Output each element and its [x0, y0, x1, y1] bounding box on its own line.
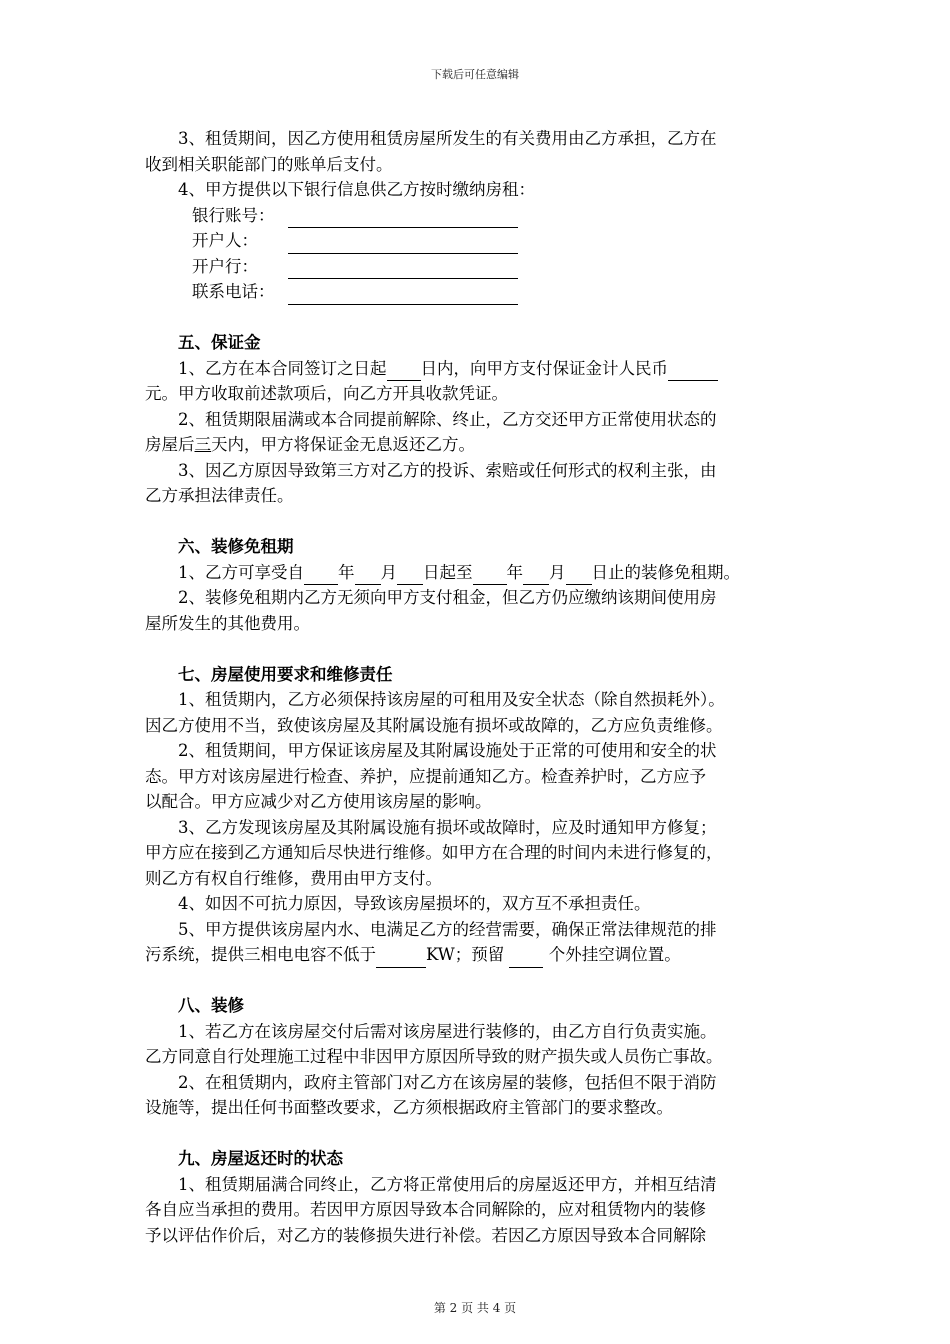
paragraph: 予以评估作价后，对乙方的装修损失进行补偿。若因乙方原因导致本合同解除 — [145, 1225, 706, 1245]
paragraph: 房屋后三天内，甲方将保证金无息返还乙方。 — [145, 435, 475, 454]
section-title: 七、房屋使用要求和维修责任 — [178, 664, 393, 684]
contract-body — [145, 126, 807, 1248]
section-title: 九、房屋返还时的状态 — [178, 1149, 343, 1168]
paragraph: 2、在租赁期内，政府主管部门对乙方在该房屋的装修，包括但不限于消防 — [178, 1072, 717, 1092]
paragraph: 2、装修免租期内乙方无须向甲方支付租金，但乙方仍应缴纳该期间使用房 — [178, 588, 717, 607]
paragraph: 5、甲方提供该房屋内水、电满足乙方的经营需要，确保正常法律规范的排 — [178, 919, 717, 939]
paragraph: 3、因乙方原因导致第三方对乙方的投诉、索赔或任何形式的权利主张，由 — [178, 460, 717, 480]
section-title: 八、装修 — [178, 996, 244, 1015]
paragraph: 2、租赁期间，甲方保证该房屋及其附属设施处于正常的可使用和安全的状 — [178, 741, 717, 760]
bank-account-row: 银行账号： — [145, 203, 807, 229]
paragraph: 屋所发生的其他费用。 — [145, 613, 310, 633]
section-title: 五、保证金 — [178, 333, 261, 352]
bank-branch-row: 开户行： — [145, 254, 807, 280]
account-holder-row: 开户人： — [145, 228, 807, 254]
contact-phone-row: 联系电话： — [145, 279, 807, 305]
page-footer: 第 2 页 共 4 页 — [433, 1301, 517, 1315]
paragraph: 4、甲方提供以下银行信息供乙方按时缴纳房租： — [178, 180, 535, 199]
section-title: 六、装修免租期 — [178, 537, 294, 556]
paragraph: 设施等，提出任何书面整改要求，乙方须根据政府主管部门的要求整改。 — [145, 1098, 673, 1117]
blank-line — [288, 208, 518, 228]
page-header: 下载后可任意编辑 — [431, 68, 519, 81]
paragraph: 因乙方使用不当，致使该房屋及其附属设施有损坏或故障的，乙方应负责维修。 — [145, 715, 723, 735]
paragraph: 1、租赁期届满合同终止，乙方将正常使用后的房屋返还甲方，并相互结清 — [178, 1174, 717, 1194]
blank-line — [288, 285, 518, 305]
paragraph: 1、租赁期内，乙方必须保持该房屋的可租用及安全状态（除自然损耗外）。 — [178, 690, 725, 709]
paragraph: 1、乙方可享受自 年 月 日起至 年 月 日止的装修免租期。 — [145, 560, 807, 586]
paragraph: 3、乙方发现该房屋及其附属设施有损坏或故障时，应及时通知甲方修复； — [178, 817, 717, 837]
paragraph: 乙方承担法律责任。 — [145, 486, 294, 505]
paragraph: 则乙方有权自行维修，费用由甲方支付。 — [145, 868, 442, 888]
blank-line — [288, 234, 518, 254]
blank-line — [288, 259, 518, 279]
paragraph: 各自应当承担的费用。若因甲方原因导致本合同解除的，应对租赁物内的装修 — [145, 1200, 706, 1219]
paragraph: 收到相关职能部门的账单后支付。 — [145, 154, 393, 174]
paragraph: 以配合。甲方应减少对乙方使用该房屋的影响。 — [145, 792, 492, 811]
paragraph: 3、租赁期间，因乙方使用租赁房屋所发生的有关费用由乙方承担，乙方在 — [178, 129, 717, 148]
paragraph: 乙方同意自行处理施工过程中非因甲方原因所导致的财产损失或人员伤亡事故。 — [145, 1047, 723, 1066]
paragraph: 2、租赁期限届满或本合同提前解除、终止，乙方交还甲方正常使用状态的 — [178, 409, 717, 429]
paragraph: 1、乙方在本合同签订之日起 日内，向甲方支付保证金计人民币 — [145, 356, 807, 382]
paragraph: 污系统，提供三相电电容不低于 KW；预留 个外挂空调位置。 — [145, 942, 807, 968]
paragraph: 甲方应在接到乙方通知后尽快进行维修。如甲方在合理的时间内未进行修复的， — [145, 843, 723, 862]
paragraph: 元。甲方收取前述款项后，向乙方开具收款凭证。 — [145, 384, 508, 403]
paragraph: 态。甲方对该房屋进行检查、养护，应提前通知乙方。检查养护时，乙方应予 — [145, 766, 706, 786]
paragraph: 1、若乙方在该房屋交付后需对该房屋进行装修的，由乙方自行负责实施。 — [178, 1021, 717, 1041]
paragraph: 4、如因不可抗力原因，导致该房屋损坏的，双方互不承担责任。 — [178, 894, 651, 913]
